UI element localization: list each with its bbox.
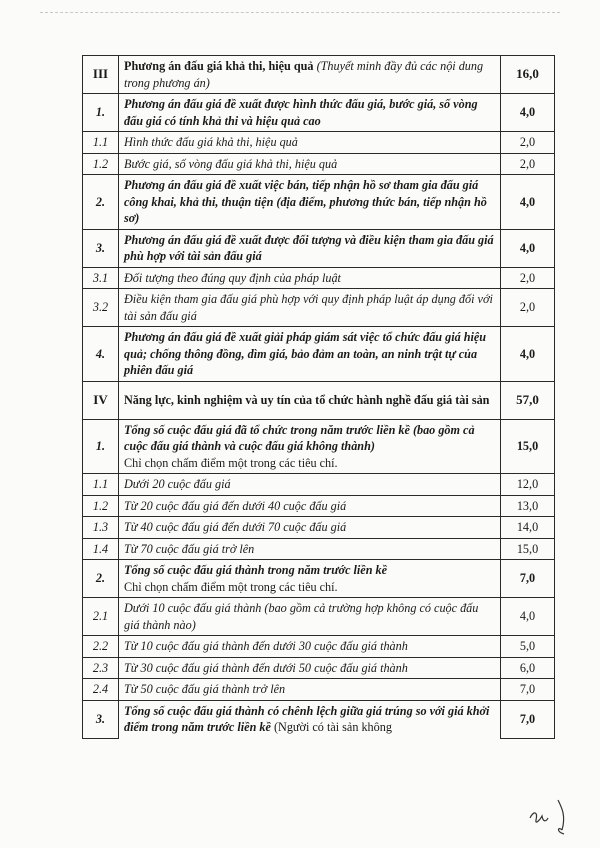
table-row <box>83 679 555 701</box>
row-criterion: Bước giá, số vòng đấu giá khả thi, hiệu quả <box>119 153 501 175</box>
table-row <box>83 419 555 474</box>
row-criterion: Điều kiện tham gia đấu giá phù hợp với quy định pháp luật áp dụng đối với tài sản đấu giá <box>119 289 501 327</box>
row-criterion: Hình thức đấu giá khả thi, hiệu quả <box>119 132 501 154</box>
row-criterion: Từ 20 cuộc đấu giá đến dưới 40 cuộc đấu giá <box>119 495 501 517</box>
row-number: 2. <box>83 175 119 230</box>
row-number: 1.1 <box>83 474 119 496</box>
row-score: 4,0 <box>501 229 555 267</box>
row-criterion: Từ 30 cuộc đấu giá thành đến dưới 50 cuộc đấu giá thành <box>119 657 501 679</box>
table-row <box>83 517 555 539</box>
row-criterion: Dưới 10 cuộc đấu giá thành (bao gồm cả trường hợp không có cuộc đấu giá thành nào) <box>119 598 501 636</box>
row-score: 2,0 <box>501 289 555 327</box>
table-row <box>83 175 555 230</box>
row-number: III <box>83 56 119 94</box>
row-criterion: Phương án đấu giá khả thi, hiệu quả (Thuyết minh đầy đủ các nội dung trong phương án) <box>119 56 501 94</box>
table-row <box>83 267 555 289</box>
row-number: 2.3 <box>83 657 119 679</box>
row-score: 7,0 <box>501 560 555 598</box>
row-criterion: Từ 10 cuộc đấu giá thành đến dưới 30 cuộc đấu giá thành <box>119 636 501 658</box>
table-row <box>83 56 555 94</box>
row-score: 4,0 <box>501 327 555 382</box>
table-row <box>83 474 555 496</box>
row-score: 4,0 <box>501 94 555 132</box>
row-number: 2.2 <box>83 636 119 658</box>
table-row <box>83 327 555 382</box>
row-criterion: Tổng số cuộc đấu giá thành trong năm trước liền kề Chỉ chọn chấm điểm một trong các tiêu chí. <box>119 560 501 598</box>
row-number: 1.2 <box>83 495 119 517</box>
scoring-criteria-table <box>82 55 555 739</box>
row-number: 3. <box>83 700 119 738</box>
table-row <box>83 289 555 327</box>
row-number: IV <box>83 381 119 419</box>
criteria-table-page <box>82 55 555 739</box>
row-number: 1. <box>83 94 119 132</box>
row-criterion: Từ 70 cuộc đấu giá trở lên <box>119 538 501 560</box>
table-row <box>83 598 555 636</box>
row-score: 2,0 <box>501 267 555 289</box>
table-row <box>83 700 555 738</box>
scan-top-edge <box>40 12 560 14</box>
row-score: 57,0 <box>501 381 555 419</box>
row-criterion: Tổng số cuộc đấu giá đã tổ chức trong năm trước liền kề (bao gồm cả cuộc đấu giá thành và cuộc đấu giá không thành) Chỉ chọn chấm điểm một trong các tiêu chí. <box>119 419 501 474</box>
row-number: 3. <box>83 229 119 267</box>
row-criterion: Đối tượng theo đúng quy định của pháp luật <box>119 267 501 289</box>
table-row <box>83 132 555 154</box>
row-criterion: Phương án đấu giá đề xuất được đối tượng và điều kiện tham gia đấu giá phù hợp với tài sản đấu giá <box>119 229 501 267</box>
row-number: 2.4 <box>83 679 119 701</box>
row-number: 2. <box>83 560 119 598</box>
row-score: 14,0 <box>501 517 555 539</box>
table-row <box>83 657 555 679</box>
table-row <box>83 636 555 658</box>
table-row <box>83 94 555 132</box>
row-score: 4,0 <box>501 598 555 636</box>
row-score: 12,0 <box>501 474 555 496</box>
table-row <box>83 560 555 598</box>
row-number: 3.1 <box>83 267 119 289</box>
row-criterion: Tổng số cuộc đấu giá thành có chênh lệch giữa giá trúng so với giá khởi điểm trong năm trước liền kề (Người có tài sản không <box>119 700 501 738</box>
row-criterion: Phương án đấu giá đề xuất giải pháp giám sát việc tổ chức đấu giá hiệu quả; chống thông đồng, dìm giá, bảo đảm an toàn, an ninh trật tự của phiên đấu giá <box>119 327 501 382</box>
row-criterion: Phương án đấu giá đề xuất việc bán, tiếp nhận hồ sơ tham gia đấu giá công khai, khả thi, thuận tiện (địa điểm, phương thức bán, tiếp nhận hồ sơ) <box>119 175 501 230</box>
row-number: 4. <box>83 327 119 382</box>
row-number: 1.3 <box>83 517 119 539</box>
row-criterion: Phương án đấu giá đề xuất được hình thức đấu giá, bước giá, số vòng đấu giá có tính khả thi và hiệu quả cao <box>119 94 501 132</box>
table-row <box>83 153 555 175</box>
row-score: 5,0 <box>501 636 555 658</box>
row-score: 16,0 <box>501 56 555 94</box>
row-score: 6,0 <box>501 657 555 679</box>
row-score: 2,0 <box>501 132 555 154</box>
row-number: 1. <box>83 419 119 474</box>
row-number: 3.2 <box>83 289 119 327</box>
table-row <box>83 381 555 419</box>
table-row <box>83 495 555 517</box>
row-number: 1.4 <box>83 538 119 560</box>
row-score: 7,0 <box>501 679 555 701</box>
row-criterion: Năng lực, kinh nghiệm và uy tín của tổ chức hành nghề đấu giá tài sản <box>119 381 501 419</box>
row-criterion: Từ 50 cuộc đấu giá thành trở lên <box>119 679 501 701</box>
row-score: 15,0 <box>501 419 555 474</box>
row-score: 2,0 <box>501 153 555 175</box>
row-score: 7,0 <box>501 700 555 738</box>
row-score: 13,0 <box>501 495 555 517</box>
row-criterion: Từ 40 cuộc đấu giá đến dưới 70 cuộc đấu giá <box>119 517 501 539</box>
row-criterion: Dưới 20 cuộc đấu giá <box>119 474 501 496</box>
row-number: 2.1 <box>83 598 119 636</box>
row-number: 1.2 <box>83 153 119 175</box>
row-score: 4,0 <box>501 175 555 230</box>
table-row <box>83 229 555 267</box>
handwritten-initials <box>528 790 578 840</box>
row-number: 1.1 <box>83 132 119 154</box>
row-score: 15,0 <box>501 538 555 560</box>
table-row <box>83 538 555 560</box>
